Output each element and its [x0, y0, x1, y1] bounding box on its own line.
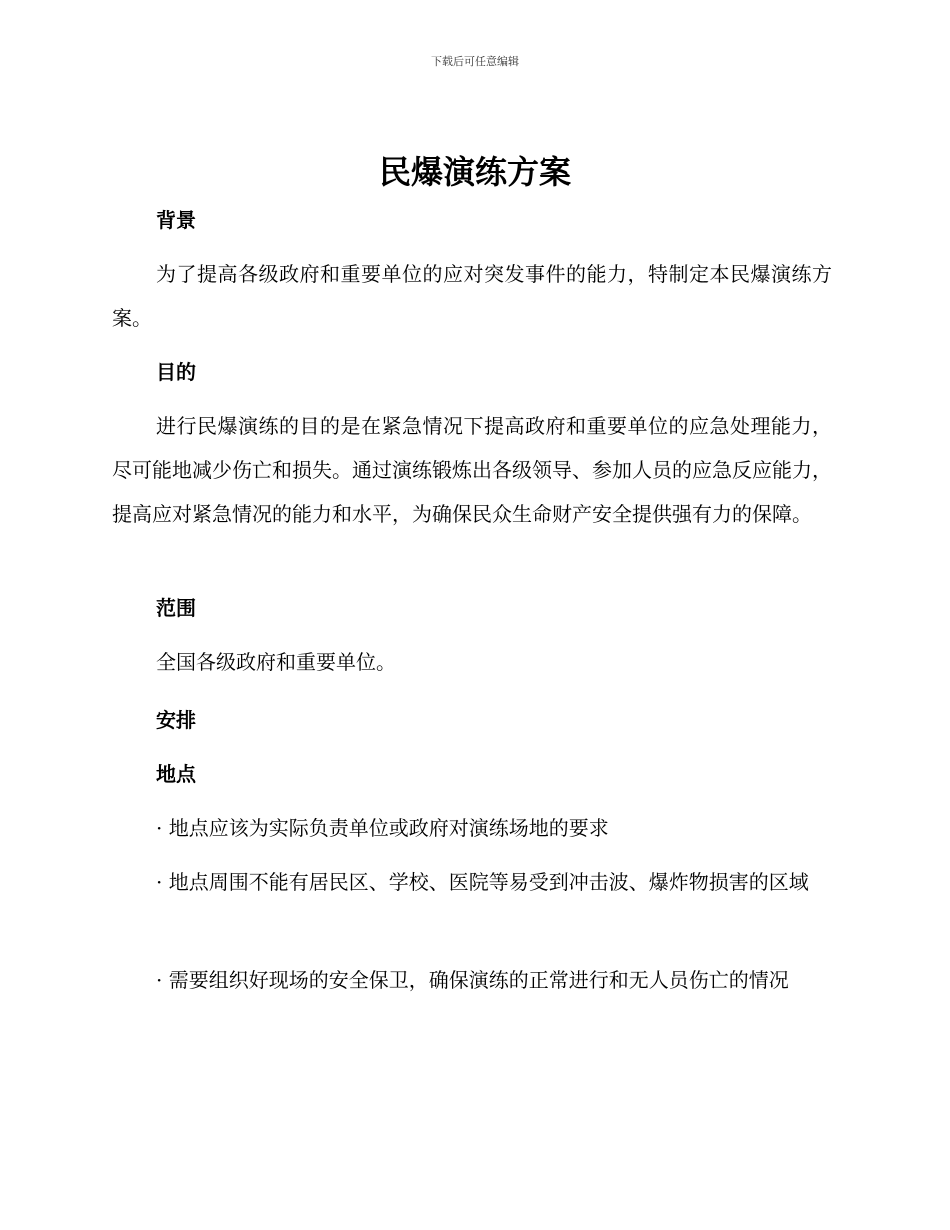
paragraph-background: 为了提高各级政府和重要单位的应对突发事件的能力，特制定本民爆演练方案。 — [112, 262, 832, 330]
section-heading-purpose: 目的 — [156, 360, 196, 384]
bullet-item: · 地点周围不能有居民区、学校、医院等易受到冲击波、爆炸物损害的区域 — [156, 870, 809, 894]
bullet-item: · 地点应该为实际负责单位或政府对演练场地的要求 — [156, 816, 609, 840]
section-heading-background: 背景 — [156, 208, 196, 232]
section-heading-arrangement: 安排 — [156, 708, 196, 732]
header-watermark: 下载后可任意编辑 — [431, 55, 519, 68]
section-heading-scope: 范围 — [156, 596, 196, 620]
paragraph-scope: 全国各级政府和重要单位。 — [156, 650, 396, 674]
paragraph-purpose: 进行民爆演练的目的是在紧急情况下提高政府和重要单位的应急处理能力，尽可能地减少伤亡和损失。通过演练锻炼出各级领导、参加人员的应急反应能力，提高应对紧急情况的能力和水平，为确保民众生命财产安全提供强有力的保障。 — [112, 414, 832, 526]
bullet-item: · 需要组织好现场的安全保卫，确保演练的正常进行和无人员伤亡的情况 — [156, 968, 789, 992]
section-heading-location: 地点 — [156, 762, 196, 786]
page-title: 民爆演练方案 — [378, 153, 571, 191]
